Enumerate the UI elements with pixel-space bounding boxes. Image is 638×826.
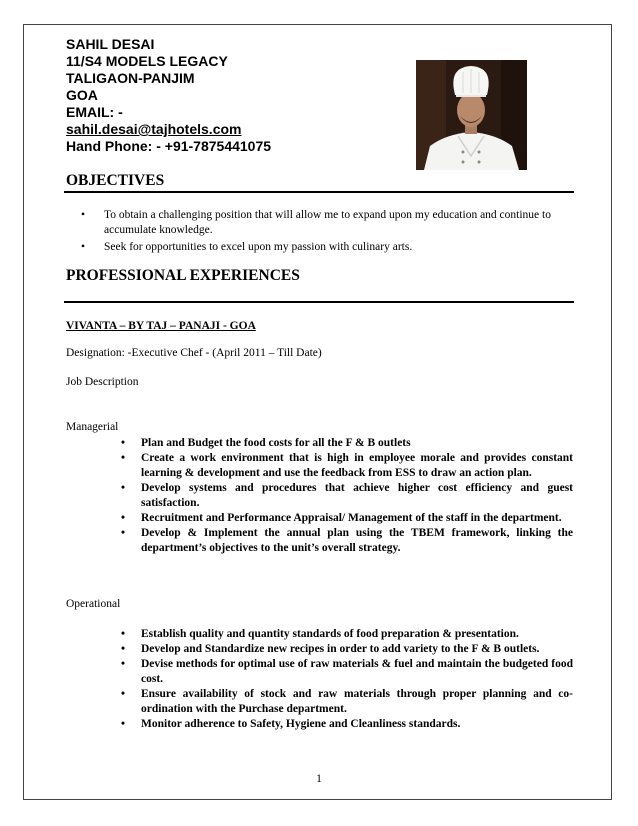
list-item: • Establish quality and quantity standards of food preparation & presentation. — [121, 628, 519, 640]
list-item: • Ensure availability of stock and raw materials through proper planning and co-ordination with the Purchase department. — [121, 688, 573, 715]
designation: Designation: -Executive Chef - (April 2011 – Till Date) — [66, 347, 322, 359]
bullet-icon: • — [121, 658, 126, 670]
experience-heading: PROFESSIONAL EXPERIENCES — [66, 267, 300, 284]
operational-list — [121, 627, 573, 732]
managerial-label: Managerial — [66, 421, 119, 433]
address-line-2: TALIGAON-PANJIM — [66, 70, 195, 86]
bullet-icon: • — [81, 209, 86, 221]
managerial-list — [121, 436, 573, 556]
list-item: • Devise methods for optimal use of raw materials & fuel and maintain the budgeted food cost. — [121, 658, 573, 685]
job-description-label: Job Description — [66, 376, 139, 388]
page-number: 1 — [316, 773, 322, 785]
list-item: • To obtain a challenging position that will allow me to expand upon my education and continue to accumulate knowledge. — [81, 209, 551, 236]
bullet-icon: • — [121, 437, 126, 449]
list-item: • Develop systems and procedures that achieve higher cost efficiency and guest satisfaction. — [121, 482, 573, 509]
objectives-heading: OBJECTIVES — [66, 172, 165, 189]
experience-rule — [64, 301, 574, 303]
bullet-icon: • — [121, 688, 126, 700]
bullet-icon: • — [121, 452, 126, 464]
operational-label: Operational — [66, 598, 121, 610]
list-item: • Monitor adherence to Safety, Hygiene and Cleanliness standards. — [121, 718, 461, 730]
list-item: • Plan and Budget the food costs for all the F & B outlets — [121, 437, 411, 449]
list-item: • Develop & Implement the annual plan using the TBEM framework, linking the department’s objectives to the unit’s overall strategy. — [121, 527, 573, 554]
bullet-icon: • — [121, 628, 126, 640]
profile-photo — [416, 60, 527, 170]
bullet-icon: • — [121, 512, 126, 524]
bullet-icon: • — [121, 643, 126, 655]
candidate-name: SAHIL DESAI — [66, 36, 155, 52]
phone-number: Hand Phone: - +91-7875441075 — [66, 138, 272, 154]
bullet-icon: • — [81, 241, 86, 253]
list-item: • Develop and Standardize new recipes in order to add variety to the F & B outlets. — [121, 643, 540, 655]
address-line-1: 11/S4 MODELS LEGACY — [66, 53, 228, 69]
bullet-icon: • — [121, 527, 126, 539]
list-item: • Seek for opportunities to excel upon my passion with culinary arts. — [81, 241, 413, 253]
objectives-rule — [64, 191, 574, 193]
objectives-list — [81, 208, 574, 257]
bullet-icon: • — [121, 482, 126, 494]
list-item: • Recruitment and Performance Appraisal/ Management of the staff in the department. — [121, 512, 562, 524]
bullet-icon: • — [121, 718, 126, 730]
address-line-3: GOA — [66, 87, 98, 103]
list-item: • Create a work environment that is high in employee morale and provides constant learning & development and use the feedback from ESS to draw an action plan. — [121, 452, 573, 479]
email-label: EMAIL: - — [66, 104, 123, 120]
email-link[interactable]: sahil.desai@tajhotels.com — [66, 121, 242, 137]
contact-header — [66, 36, 271, 155]
employer-name: VIVANTA – BY TAJ – PANAJI - GOA — [66, 320, 256, 332]
